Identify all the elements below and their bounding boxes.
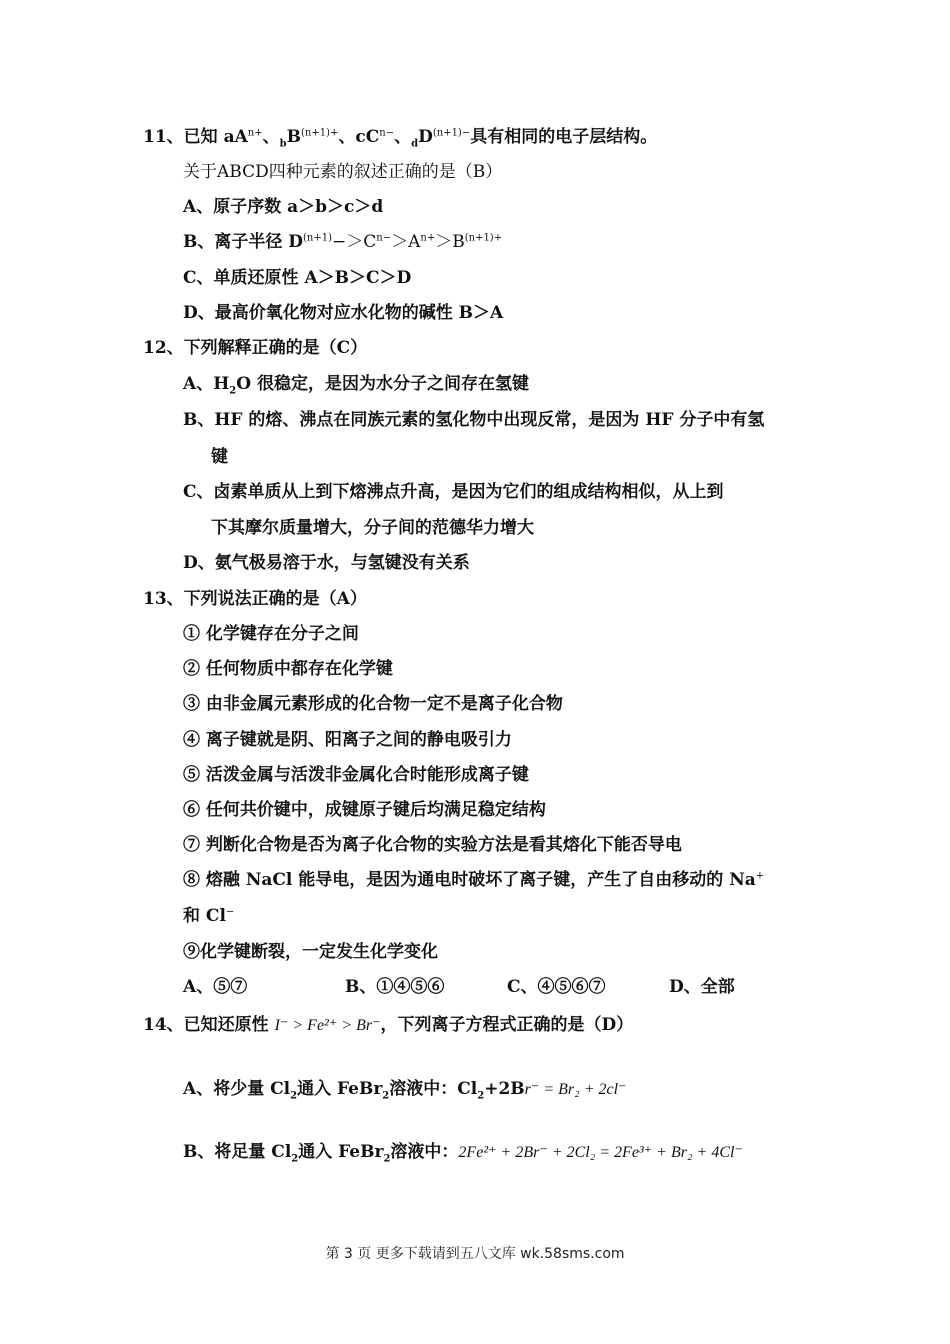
q13-item-3: ③ 由非金属元素形成的化合物一定不是离子化合物 [183, 694, 563, 714]
q13-item-6: ⑥ 任何共价键中，成键原子键后均满足稳定结构 [183, 800, 546, 820]
q13-choice-d: D、全部 [669, 977, 735, 997]
q11-stem: 11、已知 $aA^{n+}$、$_bB^{(n+1)+}$、$cC^{n-}$、$_dD^{(n+1)-}$具有相同的电子层结构。 [143, 127, 658, 150]
q13-stem: 13、下列说法正确的是（A） [143, 589, 367, 609]
q12-stem: 12、下列解释正确的是（C） [143, 338, 368, 358]
q12-option-c-line1: C、卤素单质从上到下熔沸点升高，是因为它们的组成结构相似，从上到 [183, 482, 724, 502]
q12-option-a: A、$H_2O$ 很稳定，是因为水分子之间存在氢键 [183, 374, 529, 397]
q13-choice-b: B、①④⑤⑥ [345, 977, 445, 997]
q13-choice-a: A、⑤⑦ [183, 977, 248, 997]
q13-item-7: ⑦ 判断化合物是否为离子化合物的实验方法是看其熔化下能否导电 [183, 835, 682, 855]
q13-item-8-line2: 和 Cl− [183, 906, 235, 926]
q14-option-a: A、将少量 $Cl_2$通入 FeBr$_2$溶液中：$Cl_2+2Br^- = Br_2 + 2cl^-$ [183, 1079, 627, 1102]
q13-choice-c: C、④⑤⑥⑦ [507, 977, 606, 997]
q12-option-b-line2: 键 [211, 447, 228, 467]
q14-option-b-equation: 2Fe²⁺ + 2Br⁻ + 2Cl₂ = 2Fe³⁺ + Br₂ + 4Cl⁻ [458, 1144, 743, 1161]
q13-choices [183, 975, 735, 999]
q13-item-2: ② 任何物质中都存在化学键 [183, 659, 393, 679]
q12-option-c-line2: 下其摩尔质量增大，分子间的范德华力增大 [211, 518, 534, 538]
q11-option-b: B、离子半径 $D^{(n+1)}->C^{n-}>A^{n+}>B^{(n+1)+}$ [183, 232, 503, 252]
q13-item-5: ⑤ 活泼金属与活泼非金属化合时能形成离子键 [183, 765, 529, 785]
q14-option-b: B、将足量 $Cl_2$通入 FeBr$_2$溶液中：2Fe²⁺ + 2Br⁻ + 2Cl₂ = 2Fe³⁺ + Br₂ + 4Cl⁻ [183, 1142, 743, 1165]
q11-option-a: A、原子序数 a＞b＞c＞d [183, 197, 384, 217]
q12-option-d: D、氨气极易溶于水，与氢键没有关系 [183, 553, 470, 573]
q14-option-a-equation: r⁻ = Br₂ + 2cl⁻ [524, 1081, 627, 1098]
page-footer: 第 3 页 更多下载请到五八文库 wk.58sms.com [325, 1246, 625, 1262]
q13-item-1: ① 化学键存在分子之间 [183, 624, 359, 644]
q13-item-4: ④ 离子键就是阴、阳离子之间的静电吸引力 [183, 730, 512, 750]
q11-question: 关于ABCD四种元素的叙述正确的是（B） [183, 162, 503, 182]
q14-reducibility-formula: I⁻ > Fe²⁺ > Br⁻ [274, 1017, 381, 1034]
q13-item-8-line1: ⑧ 熔融 NaCl 能导电，是因为通电时破坏了离子键，产生了自由移动的 Na+ [183, 870, 765, 890]
q11-option-d: D、最高价氧化物对应水化物的碱性 B＞A [183, 303, 504, 323]
q12-option-b-line1: B、HF 的熔、沸点在同族元素的氢化物中出现反常，是因为 HF 分子中有氢 [183, 410, 765, 430]
q13-item-9: ⑨化学键断裂，一定发生化学变化 [183, 942, 438, 962]
q14-stem: 14、已知还原性 I⁻ > Fe²⁺ > Br⁻，下列离子方程式正确的是（D） [143, 1015, 634, 1035]
q11-option-c: C、单质还原性 A＞B＞C＞D [183, 268, 412, 288]
